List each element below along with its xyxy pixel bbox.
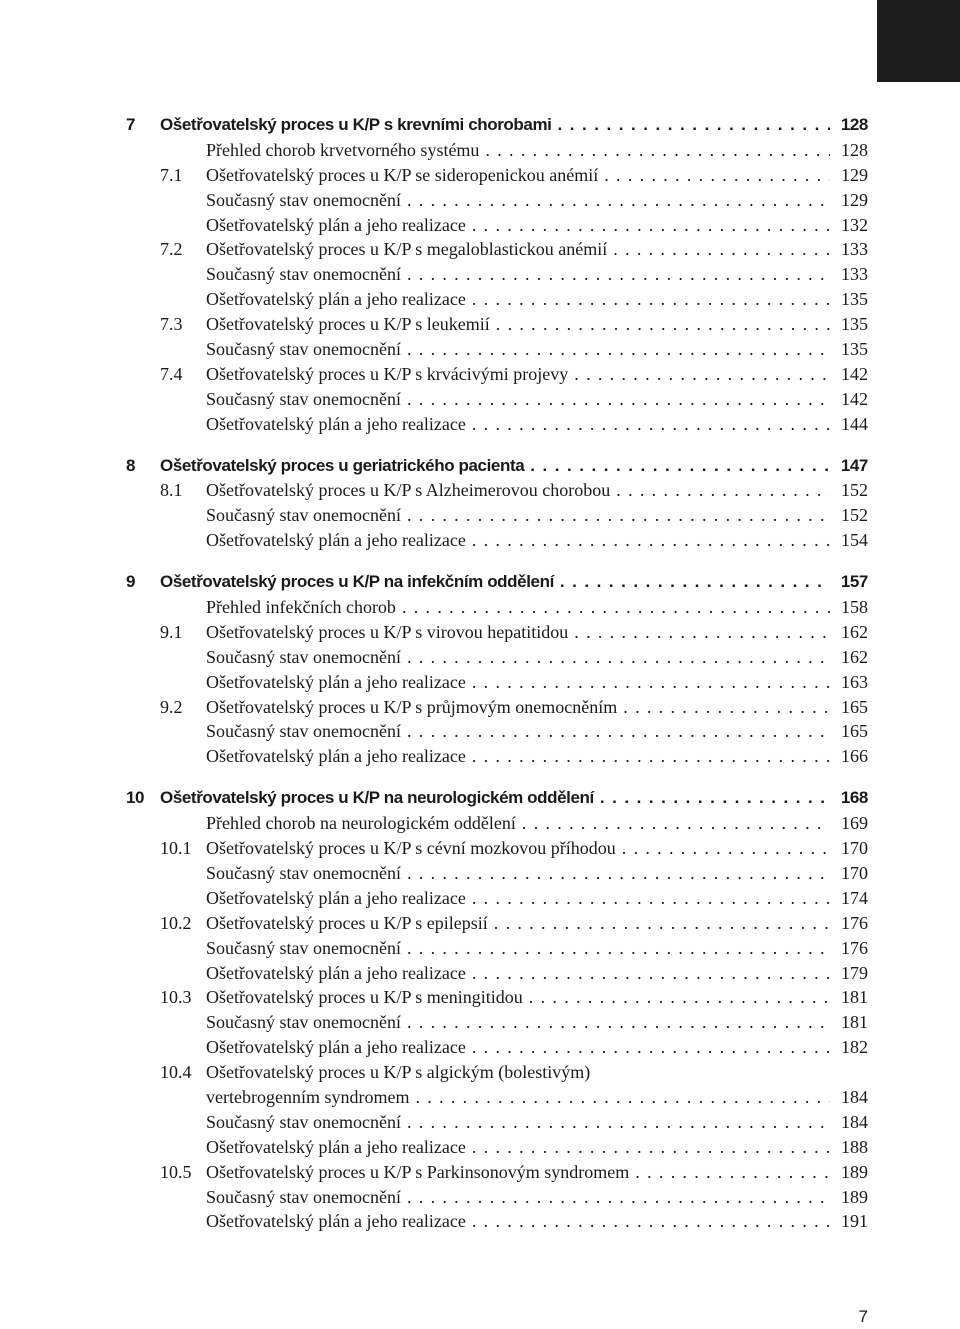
toc-item-row[interactable]: [126, 190, 868, 215]
toc-entry-title: Ošetřovatelský proces u K/P s krevními chorobami: [160, 115, 552, 134]
dot-leader: [402, 597, 830, 618]
dot-leader: [407, 863, 830, 884]
dot-leader: [529, 987, 830, 1008]
toc-page-number: 181: [841, 987, 868, 1008]
dot-leader: [574, 364, 830, 385]
toc-entry-title: Ošetřovatelský plán a jeho realizace: [206, 214, 466, 235]
toc-entry-title: Ošetřovatelský proces u K/P s meningitidou: [206, 987, 523, 1008]
toc-entry-title: Ošetřovatelský plán a jeho realizace: [206, 746, 466, 767]
section-number: [126, 697, 206, 718]
dot-leader: [635, 1162, 830, 1183]
section-number-text: 9.2: [160, 696, 183, 717]
toc-entry-title: Současný stav onemocnění: [206, 1186, 401, 1207]
toc-item-row[interactable]: [126, 414, 868, 439]
corner-tab-marker: [877, 0, 960, 82]
toc-entry-title: Ošetřovatelský plán a jeho realizace: [206, 962, 466, 983]
dot-leader: [600, 788, 830, 808]
dot-leader: [472, 530, 830, 551]
toc-page-number: 166: [841, 746, 868, 767]
toc-item-row[interactable]: [126, 888, 868, 913]
dot-leader: [407, 647, 830, 668]
toc-item-row[interactable]: [126, 672, 868, 697]
toc-entry-title: Současný stav onemocnění: [206, 189, 401, 210]
chapter-number: 10: [126, 788, 145, 808]
dot-leader: [530, 456, 830, 476]
section-number: [126, 987, 206, 1008]
toc-section-row[interactable]: [126, 838, 868, 863]
dot-leader: [472, 1037, 830, 1058]
toc-entry-title: Ošetřovatelský plán a jeho realizace: [206, 887, 466, 908]
toc-page-number: 176: [841, 912, 868, 933]
dot-leader: [494, 913, 830, 934]
toc-page-number: 170: [841, 838, 868, 859]
toc-entry-title: Ošetřovatelský proces u K/P se sideropenickou anémií: [206, 164, 599, 185]
toc-page-number: 135: [841, 314, 868, 335]
toc-item-row[interactable]: [126, 647, 868, 672]
toc-entry-title: Ošetřovatelský plán a jeho realizace: [206, 1211, 466, 1232]
dot-leader: [407, 339, 830, 360]
toc-item-row[interactable]: [126, 1037, 868, 1062]
toc-page-number: 135: [841, 289, 868, 310]
dot-leader: [558, 115, 831, 135]
toc-entry-title: Ošetřovatelský plán a jeho realizace: [206, 289, 466, 310]
toc-item-row[interactable]: [126, 215, 868, 240]
dot-leader: [472, 746, 830, 767]
toc-entry-title: Současný stav onemocnění: [206, 264, 401, 285]
toc-item-row[interactable]: [126, 1087, 868, 1112]
section-number-text: 7.3: [160, 314, 183, 335]
toc-page-number: 165: [841, 696, 868, 717]
toc-section-row[interactable]: [126, 622, 868, 647]
toc-entry-title: Ošetřovatelský proces u K/P s průjmovým onemocněním: [206, 696, 618, 717]
toc-entry-title: Současný stav onemocnění: [206, 721, 401, 742]
toc-page-number: 157: [840, 572, 868, 592]
section-number: [126, 838, 206, 859]
dot-leader: [560, 572, 830, 592]
toc-entry-title: Současný stav onemocnění: [206, 1111, 401, 1132]
dot-leader: [415, 1087, 830, 1108]
dot-leader: [407, 190, 830, 211]
dot-leader: [613, 239, 830, 260]
toc-entry-title: Současný stav onemocnění: [206, 388, 401, 409]
toc-page-number: 188: [841, 1136, 868, 1157]
toc-section-row[interactable]: [126, 480, 868, 505]
dot-leader: [407, 264, 830, 285]
dot-leader: [496, 314, 830, 335]
section-number: [126, 364, 206, 385]
section-number-text: 10.5: [160, 1161, 192, 1182]
toc-item-row[interactable]: [126, 389, 868, 414]
dot-leader: [407, 505, 830, 526]
toc-page-number: 174: [841, 887, 868, 908]
dot-leader: [472, 289, 830, 310]
section-number-text: 7.2: [160, 239, 183, 260]
toc-page-number: 191: [841, 1211, 868, 1232]
section-number: [126, 1162, 206, 1183]
section-number: [126, 480, 206, 501]
toc-item-row[interactable]: [126, 264, 868, 289]
dot-leader: [574, 622, 830, 643]
dot-leader: [407, 1187, 830, 1208]
dot-leader: [472, 414, 830, 435]
chapter-number: 7: [126, 115, 136, 134]
toc-item-row[interactable]: [126, 339, 868, 364]
section-number: [126, 622, 206, 643]
toc-item-row[interactable]: [126, 289, 868, 314]
toc-item-row[interactable]: [126, 597, 868, 622]
dot-leader: [623, 697, 830, 718]
toc-page-number: 133: [841, 264, 868, 285]
toc-entry-title: Ošetřovatelský proces u K/P s Alzheimerovou chorobou: [206, 480, 611, 501]
toc-item-row[interactable]: [126, 505, 868, 530]
toc-page-number: 179: [841, 962, 868, 983]
dot-leader: [472, 672, 830, 693]
toc-page-number: 142: [841, 388, 868, 409]
dot-leader: [472, 888, 830, 909]
toc-page-number: 135: [841, 339, 868, 360]
toc-item-row[interactable]: [126, 1137, 868, 1162]
toc-entry-title: Současný stav onemocnění: [206, 646, 401, 667]
toc-item-row[interactable]: [126, 1187, 868, 1212]
toc-page-number: 129: [841, 189, 868, 210]
dot-leader: [472, 1137, 830, 1158]
toc-entry-title: Ošetřovatelský plán a jeho realizace: [206, 530, 466, 551]
toc-item-row[interactable]: [126, 140, 868, 165]
toc-entry-title: Ošetřovatelský proces u K/P na infekčním oddělení: [160, 572, 554, 592]
dot-leader: [407, 721, 830, 742]
toc-section-row[interactable]: [126, 987, 868, 1012]
toc-entry-title: Ošetřovatelský proces u K/P s algickým (bolestivým): [206, 1062, 591, 1083]
section-number-text: 8.1: [160, 480, 183, 501]
toc-page-number: 129: [841, 164, 868, 185]
toc-entry-title: Ošetřovatelský plán a jeho realizace: [206, 1136, 466, 1157]
toc-entry-title: Přehled infekčních chorob: [206, 597, 396, 618]
toc-entry-title: Ošetřovatelský proces u K/P s epilepsií: [206, 912, 488, 933]
section-number: [126, 165, 206, 186]
toc-item-row[interactable]: [126, 813, 868, 838]
section-number: [126, 913, 206, 934]
toc-item-row[interactable]: [126, 721, 868, 746]
toc-entry-title: Ošetřovatelský proces u K/P s cévní mozkovou příhodou: [206, 838, 616, 859]
dot-leader: [616, 480, 830, 501]
section-number-text: 9.1: [160, 621, 183, 642]
dot-leader: [472, 1211, 830, 1232]
toc-entry-title: Ošetřovatelský proces u K/P na neurologickém oddělení: [160, 788, 594, 808]
toc-section-row[interactable]: [126, 239, 868, 264]
toc-entry-title: Ošetřovatelský plán a jeho realizace: [206, 1037, 466, 1058]
toc-section-row[interactable]: [126, 1062, 868, 1087]
toc-chapter-row[interactable]: [126, 456, 868, 481]
toc-page-number: 189: [841, 1161, 868, 1182]
table-of-contents: [126, 115, 868, 1236]
dot-leader: [407, 938, 830, 959]
section-number: [126, 1062, 206, 1083]
toc-item-row[interactable]: [126, 1211, 868, 1236]
toc-section-row[interactable]: [126, 165, 868, 190]
toc-page-number: 169: [841, 813, 868, 834]
dot-leader: [407, 1012, 830, 1033]
toc-entry-title: Ošetřovatelský proces u K/P s virovou hepatitidou: [206, 621, 569, 642]
toc-entry-title: Ošetřovatelský plán a jeho realizace: [206, 671, 466, 692]
section-number-text: 10.2: [160, 912, 192, 933]
toc-section-row[interactable]: [126, 314, 868, 339]
toc-page-number: 184: [841, 1111, 868, 1132]
section-number: [126, 239, 206, 260]
toc-entry-title: Ošetřovatelský proces u geriatrického pacienta: [160, 455, 525, 475]
toc-page-number: 133: [841, 239, 868, 260]
toc-page-number: 168: [840, 788, 868, 808]
toc-entry-title: Ošetřovatelský proces u K/P s megaloblastickou anémií: [206, 239, 608, 260]
section-number-text: 10.4: [160, 1062, 192, 1083]
toc-entry-title: vertebrogenním syndromem: [206, 1086, 410, 1107]
toc-item-row[interactable]: [126, 938, 868, 963]
toc-item-row[interactable]: [126, 1012, 868, 1037]
toc-page-number: 170: [841, 862, 868, 883]
toc-entry-title: Přehled chorob krvetvorného systému: [206, 139, 480, 160]
toc-item-row[interactable]: [126, 1112, 868, 1137]
chapter-number: 8: [126, 455, 136, 475]
dot-leader: [522, 813, 830, 834]
toc-page-number: 163: [841, 671, 868, 692]
toc-page-number: 152: [841, 480, 868, 501]
dot-leader: [407, 389, 830, 410]
toc-chapter-row[interactable]: [126, 572, 868, 597]
toc-entry-title: Současný stav onemocnění: [206, 505, 401, 526]
toc-entry-title: Současný stav onemocnění: [206, 937, 401, 958]
section-number-text: 10.1: [160, 838, 192, 859]
toc-entry-title: Současný stav onemocnění: [206, 862, 401, 883]
toc-page-number: 184: [841, 1086, 868, 1107]
toc-section-row[interactable]: [126, 697, 868, 722]
toc-item-row[interactable]: [126, 746, 868, 771]
toc-page-number: 142: [841, 363, 868, 384]
toc-entry-title: Ošetřovatelský plán a jeho realizace: [206, 413, 466, 434]
toc-page-number: 181: [841, 1012, 868, 1033]
toc-page-number: 162: [841, 621, 868, 642]
toc-page-number: 154: [841, 530, 868, 551]
dot-leader: [472, 215, 830, 236]
toc-page-number: 128: [841, 139, 868, 160]
toc-chapter-row[interactable]: [126, 788, 868, 813]
dot-leader: [407, 1112, 830, 1133]
toc-entry-title: Ošetřovatelský proces u K/P s Parkinsonovým syndromem: [206, 1161, 630, 1182]
section-number-text: 10.3: [160, 987, 192, 1008]
toc-page-number: 162: [841, 646, 868, 667]
dot-leader: [485, 140, 830, 161]
toc-entry-title: Současný stav onemocnění: [206, 1012, 401, 1033]
toc-page-number: 158: [841, 597, 868, 618]
dot-leader: [604, 165, 830, 186]
page-number: 7: [858, 1307, 868, 1326]
toc-page-number: 128: [840, 115, 868, 134]
toc-section-row[interactable]: [126, 1162, 868, 1187]
toc-page-number: 165: [841, 721, 868, 742]
toc-entry-title: Současný stav onemocnění: [206, 339, 401, 360]
section-number-text: 7.4: [160, 363, 183, 384]
toc-item-row[interactable]: [126, 863, 868, 888]
toc-page-number: 147: [840, 455, 868, 475]
toc-page-number: 144: [841, 413, 868, 434]
toc-chapter-row[interactable]: [126, 115, 868, 140]
toc-item-row[interactable]: [126, 530, 868, 555]
section-number-text: 7.1: [160, 164, 183, 185]
toc-section-row[interactable]: [126, 364, 868, 389]
section-number: [126, 314, 206, 335]
toc-item-row[interactable]: [126, 963, 868, 988]
dot-leader: [472, 963, 830, 984]
toc-entry-title: Přehled chorob na neurologickém oddělení: [206, 813, 516, 834]
toc-page-number: 189: [841, 1186, 868, 1207]
dot-leader: [622, 838, 830, 859]
toc-section-row[interactable]: [126, 913, 868, 938]
chapter-number: 9: [126, 572, 136, 592]
toc-page-number: 176: [841, 937, 868, 958]
toc-page-number: 182: [841, 1037, 868, 1058]
toc-entry-title: Ošetřovatelský proces u K/P s krvácivými projevy: [206, 363, 569, 384]
toc-entry-title: Ošetřovatelský proces u K/P s leukemií: [206, 314, 490, 335]
toc-page-number: 152: [841, 505, 868, 526]
toc-page-number: 132: [841, 214, 868, 235]
